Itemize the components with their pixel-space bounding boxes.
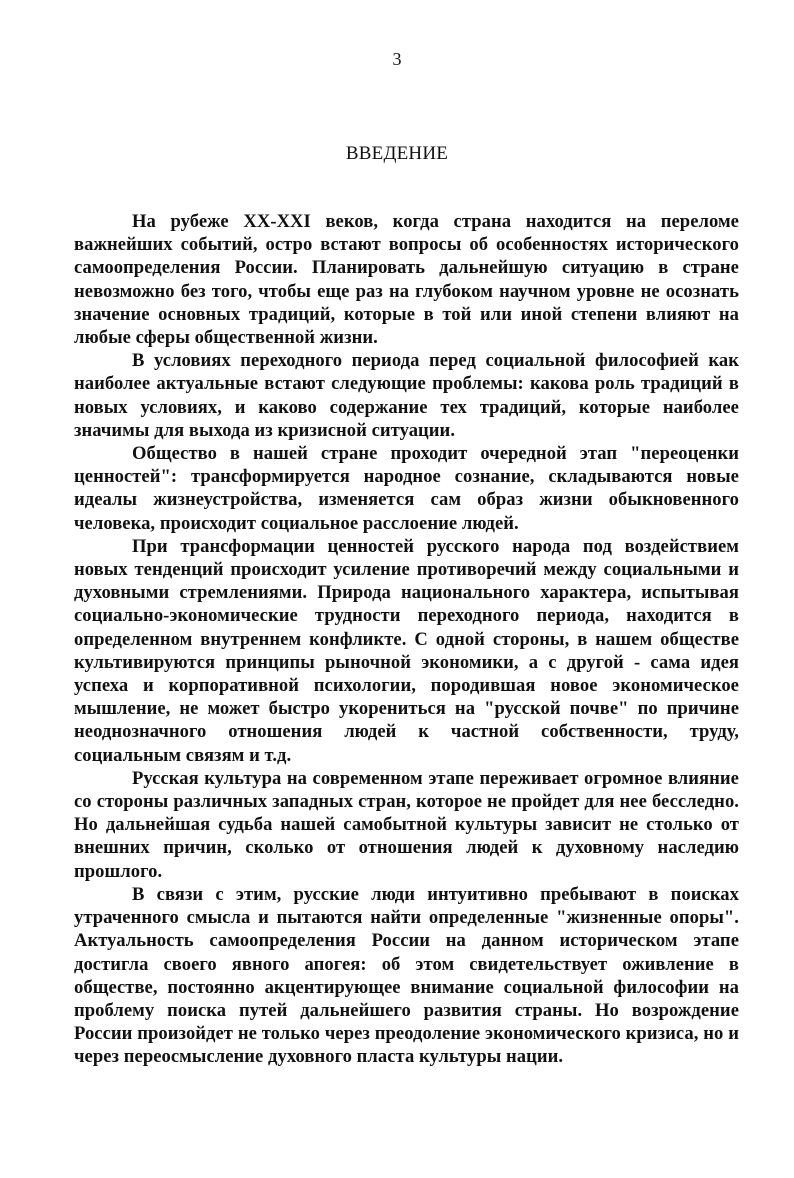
paragraph-6: В связи с этим, русские люди интуитивно пребывают в поисках утраченного смысла и пытаются найти определенные "жизненные опоры". Актуальность самоопределения России на данном историческом этапе достигла своего явного апогея: об этом свидетельствует оживление в обществе, постоянно акцентирующее внимание социальной философии на проблему поиска путей дальнейшего развития страны. Но возрождение России произойдет не только через преодоление экономического кризиса, но и через переосмысление духовного пласта культуры нации. — [74, 883, 739, 1068]
paragraph-3: Общество в нашей стране проходит очередной этап "переоценки ценностей": трансформируется народное сознание, складываются новые идеалы жизнеустройства, изменяется сам образ жизни обыкновенного человека, происходит социальное расслоение людей. — [74, 443, 739, 534]
paragraph-4: При трансформации ценностей русского народа под воздействием новых тенденций происходит усиление противоречий между социальными и духовными стремлениями. Природа национального характера, испытывая социально-экономические трудности переходного периода, находится в определенном внутреннем конфликте. С одной стороны, в нашем обществе культивируются принципы рыночной экономики, а с другой - сама идея успеха и корпоративной психологии, породившая новое экономическое мышление, не может быстро укорениться на "русской почве" по причине неоднозначного отношения людей к частной собственности, труду, социальным связям и т.д. — [74, 535, 739, 766]
paragraph-1: На рубеже XX-XXI веков, когда страна находится на переломе важнейших событий, остро встают вопросы об особенностях исторического самоопределения России. Планировать дальнейшую ситуацию в стране невозможно без того, чтобы еще раз на глубоком научном уровне не осознать значение основных традиций, которые в той или иной степени влияют на любые сферы общественной жизни. — [74, 211, 739, 349]
paragraph-5: Русская культура на современном этапе переживает огромное влияние со стороны различных западных стран, которое не пройдет для нее бесследно. Но дальнейшая судьба нашей самобытной культуры зависит не столько от внешних причин, сколько от отношения людей к духовному наследию прошлого. — [74, 767, 739, 882]
body-text — [74, 210, 739, 1069]
page-number: 3 — [392, 49, 402, 69]
section-heading: ВВЕДЕНИЕ — [345, 143, 449, 164]
paragraph-2: В условиях переходного периода перед социальной философией как наиболее актуальные встают следующие проблемы: какова роль традиций в новых условиях, и каково содержание тех традиций, которые наиболее значимы для выхода из кризисной ситуации. — [74, 350, 739, 441]
